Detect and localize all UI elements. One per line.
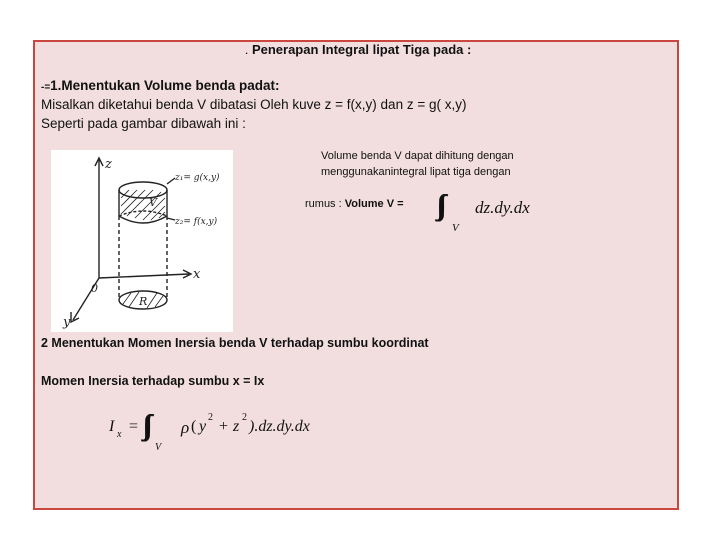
inertia-rho: ρ (181, 418, 190, 437)
inertia-y: y (199, 418, 207, 435)
section1-heading (41, 78, 279, 93)
inertia-open-paren: ( (191, 418, 197, 435)
y-axis-label: y (63, 315, 71, 330)
slide-title (35, 42, 681, 57)
top-leader (167, 178, 175, 184)
cylinder-hatching (121, 190, 165, 220)
top-surface-label: z₁= g(x,y) (175, 173, 220, 183)
z-axis-label: z (105, 157, 112, 172)
inertia-lhs-subscript: x (117, 429, 122, 440)
section2-heading: 2 Menentukan Momen Inersia benda V terhadap sumbu koordinat (41, 336, 429, 350)
section1-line1: Misalkan diketahui benda V dibatasi Oleh kuve z = f(x,y) dan z = g( x,y) (41, 97, 467, 112)
rumus-label (305, 198, 404, 210)
x-axis-line (99, 274, 189, 278)
bottom-surface-label: z₂= f(x,y) (175, 217, 218, 227)
inertia-formula (109, 412, 349, 462)
description-line2: menggunakanintegral lipat tiga dengan (321, 166, 511, 178)
inertia-y-exponent: 2 (208, 412, 213, 423)
section1-heading-text: 1.Menentukan Volume benda padat: (50, 78, 280, 93)
inertia-integrand-tail: ).dz.dy.dx (249, 418, 310, 435)
figure-drawing (51, 150, 233, 332)
body-label: V (149, 196, 157, 209)
rumus-volume: Volume V = (344, 198, 404, 210)
bottom-leader (167, 218, 175, 220)
section1-line2: Seperti pada gambar dibawah ini : (41, 116, 246, 131)
rumus-text: rumus : (305, 198, 342, 210)
region-label: R (139, 295, 148, 308)
inertia-region-subscript: V (155, 442, 162, 453)
volume-formula (435, 194, 575, 244)
slide-panel (33, 40, 679, 510)
inertia-equals: = (129, 418, 139, 435)
inertia-z: z (233, 418, 240, 435)
cylinder-figure (51, 150, 233, 332)
inertia-lhs: I (109, 418, 115, 435)
description-line1: Volume benda V dapat dihitung dengan (321, 150, 514, 162)
title-text: Penerapan Integral lipat Tiga pada : (251, 42, 472, 57)
origin-label: 0 (91, 282, 98, 295)
section1-prefix: -= (41, 82, 51, 93)
volume-region-subscript: V (452, 222, 459, 234)
inertia-plus: + (219, 418, 229, 435)
top-ellipse (119, 182, 167, 198)
x-axis-label: x (193, 267, 201, 282)
section2-subheading: Momen Inersia terhadap sumbu x = Ix (41, 374, 265, 388)
inertia-z-exponent: 2 (242, 412, 247, 423)
title-prefix: . (244, 42, 249, 57)
volume-integrand: dz.dy.dx (475, 198, 530, 217)
